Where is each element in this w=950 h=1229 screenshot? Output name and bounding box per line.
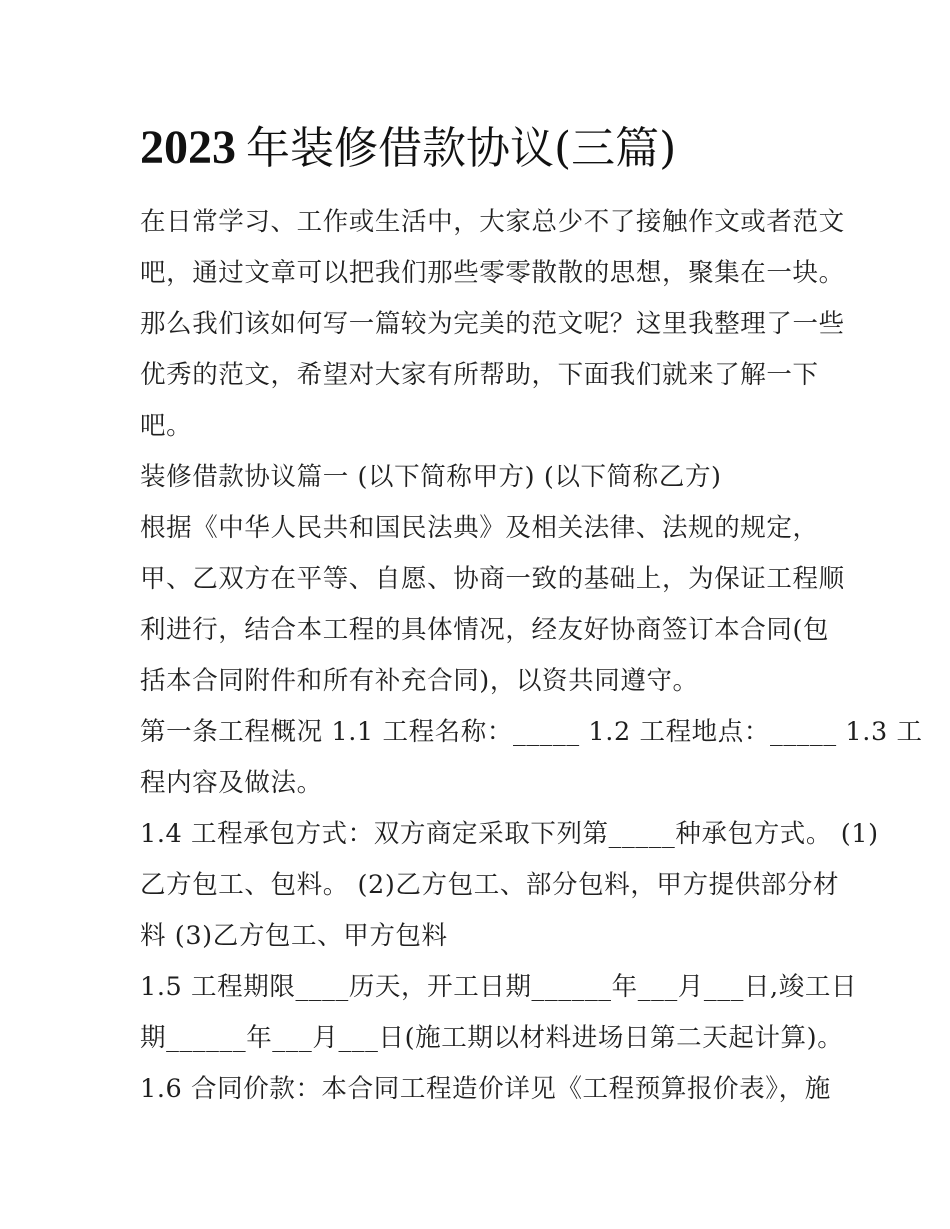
preamble-line-1: 根据《中华人民共和国民法典》及相关法律、法规的规定， [140,513,819,543]
document-title [140,118,676,179]
section-heading-1: 装修借款协议篇一 (以下简称甲方) (以下简称乙方) [140,462,722,492]
clause-1-4-line-3: 料 (3)乙方包工、甲方包料 [140,921,448,951]
clause-1-4-line-1: 1.4 工程承包方式：双方商定采取下列第_____种承包方式。 (1) [140,819,879,849]
clause-1-5-line-2: 期______年___月___日(施工期以材料进场日第二天起计算)。 [140,1023,844,1053]
intro-line-4: 优秀的范文，希望对大家有所帮助，下面我们就来了解一下 [140,360,819,390]
clause-1-line-2: 程内容及做法。 [140,768,323,798]
preamble-line-3: 利进行，结合本工程的具体情况，经友好协商签订本合同(包 [140,615,830,645]
clause-1-line-1: 第一条工程概况 1.1 工程名称：_____ 1.2 工程地点：_____ 1.3 工 [140,717,923,747]
clause-1-6-line-1: 1.6 合同价款：本合同工程造价详见《工程预算报价表》，施 [140,1074,831,1104]
intro-line-3: 那么我们该如何写一篇较为完美的范文呢？这里我整理了一些 [140,309,845,339]
intro-line-1: 在日常学习、工作或生活中，大家总少不了接触作文或者范文 [140,207,845,237]
preamble-line-4: 括本合同附件和所有补充合同)，以资共同遵守。 [140,666,699,696]
title-text: 年装修借款协议(三篇) [246,123,677,174]
intro-line-5: 吧。 [140,411,193,441]
preamble-line-2: 甲、乙双方在平等、自愿、协商一致的基础上，为保证工程顺 [140,564,845,594]
clause-1-4-line-2: 乙方包工、包料。 (2)乙方包工、部分包料，甲方提供部分材 [140,870,840,900]
intro-line-2: 吧，通过文章可以把我们那些零零散散的思想，聚集在一块。 [140,258,845,288]
title-year: 2023 [140,121,236,174]
clause-1-5-line-1: 1.5 工程期限____历天，开工日期______年___月___日,竣工日 [140,972,858,1002]
